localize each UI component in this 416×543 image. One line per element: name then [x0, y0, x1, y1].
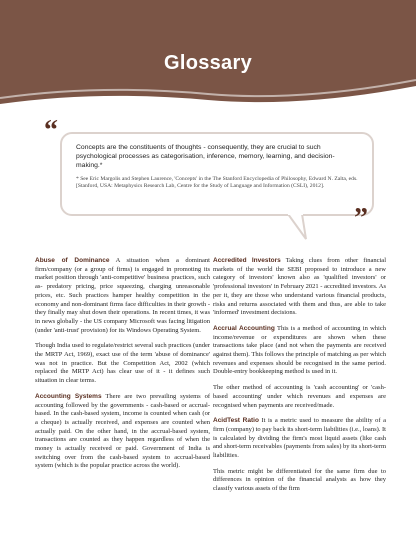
entry-text: The other method of accounting is 'cash accounting' or 'cash-based accounting' under which revenues and expenses are recognised when payments are received/made. — [213, 384, 386, 409]
entry-term: Accrual Accounting — [213, 324, 275, 332]
header-banner — [0, 0, 416, 112]
entry-acid-test-ratio — [213, 417, 386, 461]
quote-citation: * See Eric Margolis and Stephen Laurence, 'Concepts' in the The Stanford Encyclopedia of Philosophy, Edward N. Zalta, eds. [Stanford, USA: Metaphysics Research Lab, Centre for the Study of Language and Information (CSLI), 2012]. — [76, 176, 358, 190]
entry-abuse-of-dominance — [35, 257, 210, 335]
open-quote-icon: “ — [44, 115, 58, 146]
entry-text: It is a metric used to measure the ability of a firm (company) to pay back its short-term liabilities (i.e., loans). It is calculated by dividing the firm's most liquid assets (like cash and short-term receivables (payments from sales) by its short-term liabilities. — [213, 417, 386, 460]
entry-text: There are two prevailing systems of accounting followed by the governments - cash-based or accrual-based. In the cash-based system, income is counted when cash (or a cheque) is actually received, and expenses are counted when actually paid. On the other hand, in the accrual-based system, transactions are counted as they happen regardless of when the money is actually received or paid. Government of India is switching over from the cash-based system to accrual-based system (which is the popular practice across the world). — [35, 392, 210, 470]
left-column — [35, 257, 210, 478]
entry-term: Accounting Systems — [35, 392, 102, 400]
entry-term: Abuse of Dominance — [35, 257, 110, 264]
entry-continuation — [213, 384, 386, 410]
quote-text: Concepts are the constituents of thoughts - consequently, they are crucial to such psychological processes as categorisation, inference, memory, learning, and decision-making.* — [76, 144, 335, 169]
entry-accredited-investors — [213, 257, 386, 318]
entry-text: This is a method of accounting in which income/revenue or expenditures are shown when these transactions take place (and not when the payments are received against them). This follows the principle of matching as per which revenues and expenses should be recognised in the same period. Double-entry bookkeeping method is used in it. — [213, 324, 386, 376]
entry-continuation — [213, 468, 386, 494]
entry-text: This metric might be differentiated for the same firm due to differences in opinion of the financial analysts as how they classify various assets of the firm — [213, 467, 386, 493]
quote-box — [60, 132, 374, 216]
entry-term: Accredited Investors — [213, 257, 281, 264]
entry-text: A situation when a dominant firm/company (or a group of firms) is engaged in promoting its market position through 'anti-competitive' business practices, such as- predatory pricing, price squeezing, charging unreasonable prices, etc. Such practices hamper healthy competition in the economy and non-dominant firms face difficulties in their growth - they finally may shut down their operations. In recent times, it was in news globally - the US company Microsoft was facing litigation (under 'anti-trust' provision) for its Windows Operating System. — [35, 257, 210, 334]
entry-term: AcidTest Ratio — [213, 417, 259, 425]
entry-text: Taking clues from other financial markets of the world the SEBI proposed to introduce a new category of investors' known also as 'qualified investors' or 'professional investors' in February 2021 - accredited investors. As per it, they are those who understand various financial products, risks and returns associated with them and thus, are able to take 'informed' investment decisions. — [213, 257, 386, 317]
close-quote-icon: ” — [354, 203, 368, 234]
entry-continuation — [35, 342, 210, 386]
entry-text: Though India used to regulate/restrict several such practices (under the MRTP Act, 1969), exact use of the term 'abuse of dominance' was not in practice. But the Competition Act, 2002 (which replaced the MRTP Act) has clear use of it - it defines such situation in clear terms. — [35, 342, 210, 385]
entry-accounting-systems — [35, 393, 210, 471]
right-column — [213, 257, 386, 501]
speech-tail-icon — [286, 214, 310, 240]
page-title: Glossary — [163, 52, 252, 74]
entry-accrual-accounting — [213, 325, 386, 377]
